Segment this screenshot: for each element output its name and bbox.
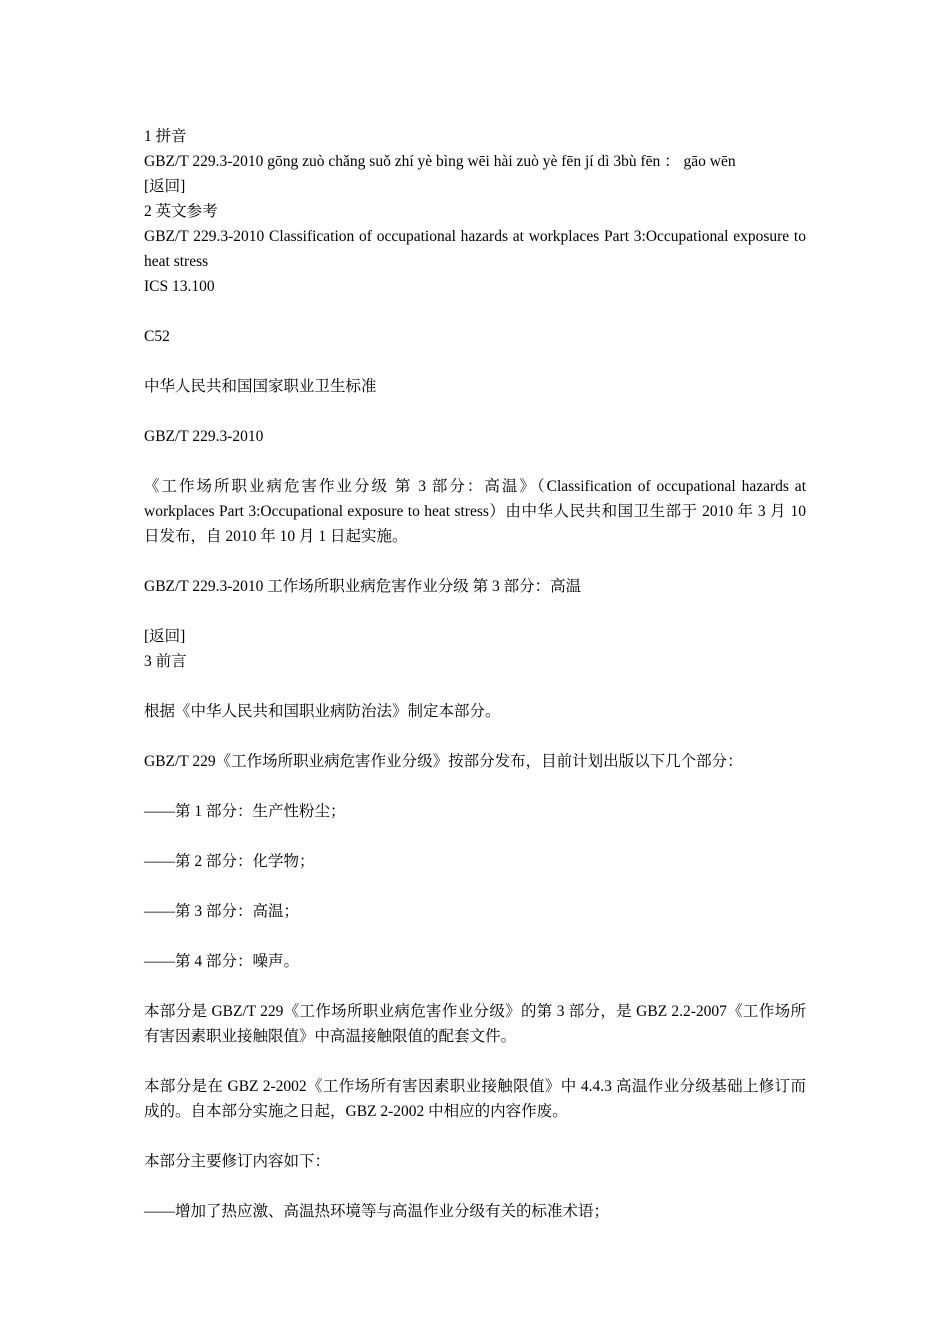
part-list-item: ——第 2 部分：化学物； xyxy=(144,853,315,870)
standard-number: GBZ/T 229.3-2010 xyxy=(144,428,264,445)
standard-full-title: GBZ/T 229.3-2010 工作场所职业病危害作业分级 第 3 部分：高温 xyxy=(144,578,582,595)
part-list-item: ——第 1 部分：生产性粉尘； xyxy=(144,803,346,820)
parts-intro-paragraph: GBZ/T 229《工作场所职业病危害作业分级》按部分发布，目前计划出版以下几个部分： xyxy=(144,753,743,770)
ccs-code: C52 xyxy=(144,328,170,345)
document-body xyxy=(144,124,806,1224)
change-list-item: ——增加了热应激、高温热环境等与高温作业分级有关的标准术语； xyxy=(144,1203,610,1220)
back-link[interactable]: [返回] xyxy=(144,628,186,645)
back-link[interactable]: [返回] xyxy=(144,178,186,195)
pinyin-text: GBZ/T 229.3-2010 gōng zuò chǎng suǒ zhí yè bìng wēi hài zuò yè fēn jí dì 3bù fēn ： gāo wēn xyxy=(144,153,736,170)
part-list-item: ——第 3 部分：高温； xyxy=(144,903,300,920)
main-changes-paragraph: 本部分主要修订内容如下： xyxy=(144,1153,331,1170)
foreword-heading: 3 前言 xyxy=(144,653,187,670)
part-list-item: ——第 4 部分：噪声。 xyxy=(144,953,300,970)
english-heading: 2 英文参考 xyxy=(144,203,218,220)
issue-info-paragraph: 《工作场所职业病危害作业分级 第 3 部分：高温》（Classification of occupational hazards at workplaces Part 3:Occupational exposure to heat stress）由中华人民共和国卫生部于 2010 年 3 月 10 日发布，自 2010 年 10 月 1 日起实施。 xyxy=(144,478,806,545)
basis-paragraph: 根据《中华人民共和国职业病防治法》制定本部分。 xyxy=(144,703,501,720)
pinyin-heading: 1 拼音 xyxy=(144,128,187,145)
revision-base-paragraph: 本部分是在 GBZ 2-2002《工作场所有害因素职业接触限值》中 4.4.3 高温作业分级基础上修订而成的。自本部分实施之日起，GBZ 2-2002 中相应的内容作废。 xyxy=(144,1078,806,1120)
english-title-text: GBZ/T 229.3-2010 Classification of occupational hazards at workplaces Part 3:Occupational exposure to heat stress xyxy=(144,228,806,270)
ics-code: ICS 13.100 xyxy=(144,278,215,295)
relation-paragraph: 本部分是 GBZ/T 229《工作场所职业病危害作业分级》的第 3 部分，是 GBZ 2.2-2007《工作场所有害因素职业接触限值》中高温接触限值的配套文件。 xyxy=(144,1003,806,1045)
standard-type: 中华人民共和国国家职业卫生标准 xyxy=(144,378,377,395)
